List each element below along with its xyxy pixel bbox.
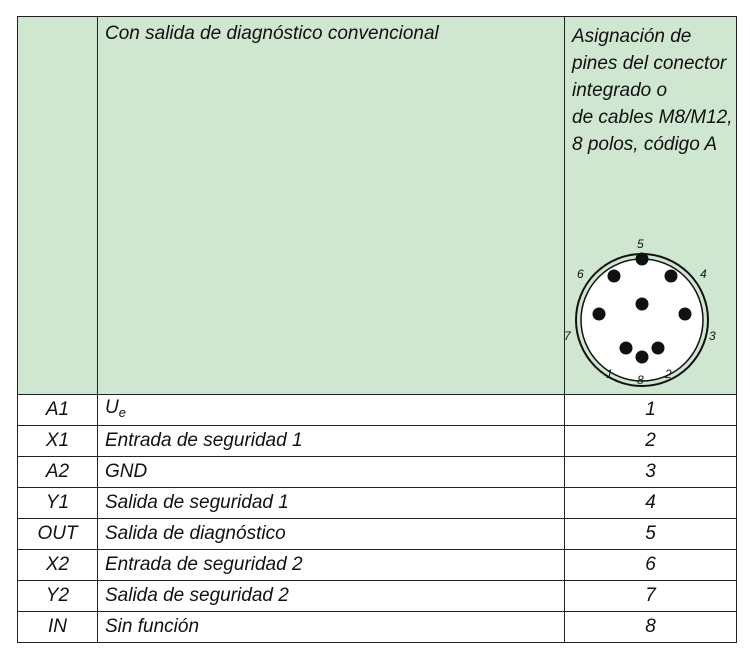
pin-2-dot [652,342,665,355]
m12-connector-diagram [564,234,720,394]
table-row [18,519,737,550]
pin-label-1: 1 [606,367,613,381]
row-pin: 4 [565,488,737,519]
table-row [18,457,737,488]
table-header-row [18,17,737,395]
pin-label-3: 3 [709,329,716,343]
row-description: Entrada de seguridad 1 [98,426,565,457]
row-pin: 8 [565,612,737,643]
row-code: X1 [18,426,98,457]
row-code: A2 [18,457,98,488]
row-pin: 6 [565,550,737,581]
pin-4-dot [665,270,678,283]
row-code: IN [18,612,98,643]
pin-5-dot [636,253,649,266]
pin-1-dot [620,342,633,355]
pin-label-6: 6 [577,267,584,281]
table-row [18,426,737,457]
row-code: OUT [18,519,98,550]
pin-8-center-dot [636,298,649,311]
pin-7-dot [593,308,606,321]
row-pin: 2 [565,426,737,457]
row-code: Y2 [18,581,98,612]
pin-label-7: 7 [564,329,571,343]
row-pin: 5 [565,519,737,550]
header-cell-pin-assignment [565,17,737,395]
row-code: A1 [18,395,98,426]
row-description: Salida de seguridad 2 [98,581,565,612]
row-description: GND [98,457,565,488]
row-description: Entrada de seguridad 2 [98,550,565,581]
row-description-main: U [105,396,119,418]
header-cell-description: Con salida de diagnóstico convencional [98,17,565,395]
row-description-subscript: e [118,404,126,420]
row-pin: 1 [565,395,737,426]
pin-label-2: 2 [665,367,672,381]
pin-6-dot [608,270,621,283]
pin-label-5: 5 [637,237,644,251]
table-row [18,550,737,581]
table-row [18,612,737,643]
pin-8-dot [636,351,649,364]
row-description: Sin función [98,612,565,643]
pin-3-dot [679,308,692,321]
pin-label-4: 4 [700,267,707,281]
header-cell-code [18,17,98,395]
row-description: Salida de seguridad 1 [98,488,565,519]
table-row [18,581,737,612]
row-pin: 7 [565,581,737,612]
row-description [98,395,565,426]
row-pin: 3 [565,457,737,488]
row-code: X2 [18,550,98,581]
pin-assignment-table [17,16,737,643]
pin-assignment-title: Asignación de pines del conector integrado o de cables M8/M12, 8 polos, código A [572,26,733,155]
table-row [18,488,737,519]
table-row [18,395,737,426]
row-description: Salida de diagnóstico [98,519,565,550]
pin-label-8: 8 [637,373,644,387]
row-code: Y1 [18,488,98,519]
